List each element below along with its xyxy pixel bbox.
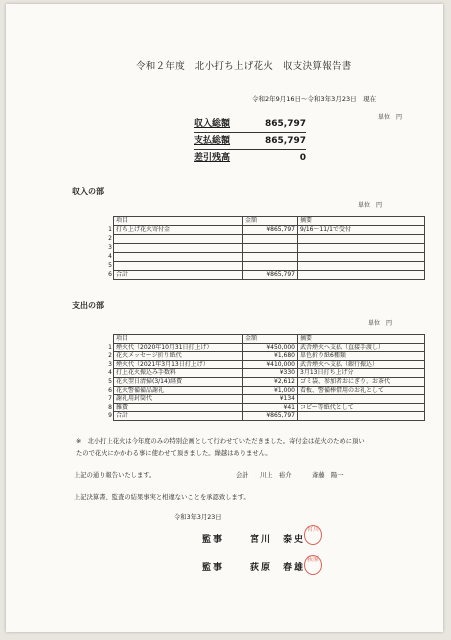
income-cell-no: 6: [104, 271, 114, 280]
income-cell-no: 2: [104, 235, 114, 244]
document-page: [6, 4, 443, 632]
report-period: 令和2年9月16日～令和3年3月23日 現在: [252, 95, 377, 103]
expense-cell-no: 9: [104, 412, 114, 421]
income-cell-amount: ¥865,797: [243, 226, 298, 235]
expense-cell-note: 3月13日打ち上げ分: [298, 369, 425, 378]
expense-cell-note: ゴミ袋、参加者おにぎり、お茶代: [298, 377, 425, 386]
report-statement: 上記の通り報告いたします。: [74, 472, 156, 479]
balance-value: 0: [299, 153, 306, 163]
table-row: [104, 386, 425, 395]
income-cell-no: 5: [104, 262, 114, 271]
accountant-name-1: 川上 裕介: [260, 472, 292, 479]
audit-date: 令和3年3月23日: [174, 514, 222, 521]
expense-cell-item: 雑費: [114, 403, 243, 412]
table-row: [104, 226, 425, 235]
income-cell-note: 9/16～11/1で受付: [298, 226, 425, 235]
summary-income: [194, 118, 306, 133]
expense-cell-item: 花火警備備品謝礼: [114, 386, 243, 395]
table-row: [104, 244, 425, 253]
income-cell-item: [114, 235, 243, 244]
income-total-label: 収入総額: [194, 119, 231, 129]
income-header-note: 摘要: [298, 217, 425, 226]
expense-cell-note: [298, 395, 425, 404]
expense-unit-label: 単位 円: [368, 320, 393, 327]
summary-expense: [194, 135, 306, 150]
income-total-value: 865,797: [265, 119, 306, 129]
income-cell-item: [114, 253, 243, 262]
expense-cell-note: コピー等紙代として: [298, 403, 425, 412]
expense-cell-item: 花火翌日清掃(3/14)経費: [114, 377, 243, 386]
table-row: [104, 352, 425, 361]
table-row: [104, 395, 425, 404]
accountant-label: 会計: [236, 472, 249, 479]
expense-header-note: 摘要: [298, 335, 425, 344]
income-cell-amount: ¥865,797: [243, 271, 298, 280]
table-row: [104, 412, 425, 421]
expense-cell-no: 7: [104, 395, 114, 404]
accountant-name-2: 斎藤 陽一: [312, 472, 344, 479]
income-cell-note: [298, 271, 425, 280]
expense-cell-item: 花火メッセージ折り紙代: [114, 352, 243, 361]
expense-cell-no: 2: [104, 352, 114, 361]
auditor-title-2: 監事: [202, 563, 225, 573]
summary-block: [194, 118, 306, 168]
income-table-body: [104, 217, 425, 280]
income-header-spacer: [104, 217, 114, 226]
expense-cell-amount: ¥865,797: [243, 412, 298, 421]
income-cell-item: 打ち上げ花火寄付金: [114, 226, 243, 235]
income-header-amount: 金額: [243, 217, 298, 226]
auditor-name-1: 宮川 泰史: [250, 535, 306, 545]
expense-cell-amount: ¥1,680: [243, 352, 298, 361]
income-table: [104, 216, 425, 280]
table-row: [104, 235, 425, 244]
income-cell-note: [298, 253, 425, 262]
table-row: [104, 343, 425, 352]
income-header-row: [104, 217, 425, 226]
table-row: [104, 271, 425, 280]
expense-cell-amount: ¥450,000: [243, 343, 298, 352]
income-cell-item: 合計: [114, 271, 243, 280]
expense-table-body: [104, 335, 425, 421]
income-unit-label: 単位 円: [358, 202, 383, 209]
table-row: [104, 369, 425, 378]
expense-cell-note: 単色折り紙6種類: [298, 352, 425, 361]
balance-label: 差引残高: [194, 153, 231, 163]
expense-cell-item: 煙火代（2020年10月31日打上げ）: [114, 343, 243, 352]
expense-cell-item: 打上花火振込み手数料: [114, 369, 243, 378]
expense-cell-amount: ¥41: [243, 403, 298, 412]
auditor-seal-1: 宮川: [304, 525, 322, 545]
income-cell-amount: [243, 235, 298, 244]
expense-cell-item: 謝礼用封筒代: [114, 395, 243, 404]
expense-header-row: [104, 335, 425, 344]
table-row: [104, 262, 425, 271]
document-title: 令和２年度 北小打ち上げ花火 収支決算報告書: [136, 61, 352, 72]
expense-header-item: 項目: [114, 335, 243, 344]
expense-total-label: 支払総額: [194, 136, 231, 146]
expense-header-amount: 金額: [243, 335, 298, 344]
table-row: [104, 253, 425, 262]
unit-label: 単位 円: [378, 114, 403, 121]
expense-cell-amount: ¥410,000: [243, 360, 298, 369]
income-cell-item: [114, 244, 243, 253]
auditor-seal-2: 荻原: [304, 555, 322, 575]
expense-cell-no: 6: [104, 386, 114, 395]
expense-cell-no: 1: [104, 343, 114, 352]
expense-total-value: 865,797: [265, 136, 306, 146]
expense-table: [104, 334, 425, 421]
expense-cell-amount: ¥1,000: [243, 386, 298, 395]
expense-cell-item: 合計: [114, 412, 243, 421]
expense-cell-note: 看板、警備棒借用のお礼として: [298, 386, 425, 395]
income-cell-note: [298, 235, 425, 244]
income-heading: 収入の部: [72, 187, 104, 196]
expense-cell-amount: ¥134: [243, 395, 298, 404]
income-cell-no: 4: [104, 253, 114, 262]
income-cell-amount: [243, 253, 298, 262]
auditor-name-2: 荻原 春雄: [250, 563, 306, 573]
expense-cell-amount: ¥330: [243, 369, 298, 378]
income-cell-no: 3: [104, 244, 114, 253]
expense-cell-note: [298, 412, 425, 421]
income-cell-note: [298, 262, 425, 271]
table-row: [104, 377, 425, 386]
summary-balance: [194, 152, 306, 166]
expense-cell-no: 5: [104, 377, 114, 386]
expense-cell-item: 煙火代（2021年3月13日打上げ）: [114, 360, 243, 369]
auditor-title-1: 監事: [202, 535, 225, 545]
expense-header-spacer: [104, 335, 114, 344]
expense-cell-note: 武舎煙火へ支払（銀行振込）: [298, 360, 425, 369]
income-cell-no: 1: [104, 226, 114, 235]
expense-cell-no: 4: [104, 369, 114, 378]
expense-cell-no: 8: [104, 403, 114, 412]
income-cell-item: [114, 262, 243, 271]
expense-cell-amount: ¥2,612: [243, 377, 298, 386]
table-row: [104, 403, 425, 412]
expense-heading: 支出の部: [72, 301, 104, 310]
special-project-note: ※ 北小打上花火は今年度のみの特別企画として行わせていただきました。寄付金は花火のために頂いたので花火にかかわる事に使わせて頂きました。繰越はありません。: [76, 438, 365, 457]
income-header-item: 項目: [114, 217, 243, 226]
income-cell-amount: [243, 244, 298, 253]
expense-cell-note: 武舎煙火へ支払（直接手渡し）: [298, 343, 425, 352]
income-cell-note: [298, 244, 425, 253]
income-cell-amount: [243, 262, 298, 271]
table-row: [104, 360, 425, 369]
audit-statement: 上記決算書、監査の結果事実と相違ないことを承認致します。: [74, 494, 250, 501]
expense-cell-no: 3: [104, 360, 114, 369]
